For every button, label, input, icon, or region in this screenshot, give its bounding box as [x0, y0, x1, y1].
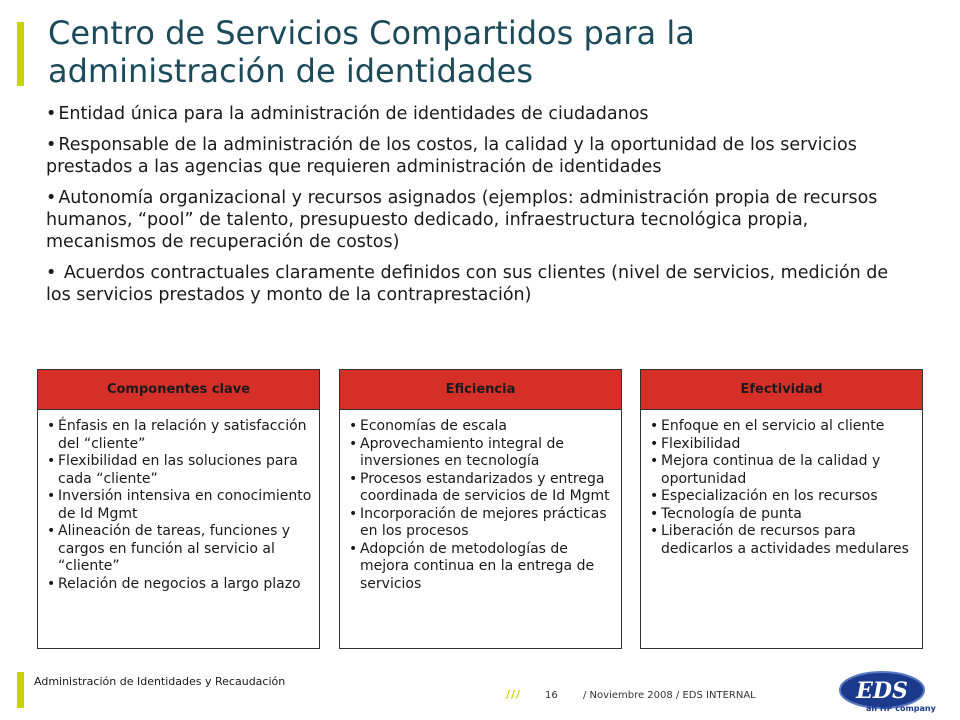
list-item: • Procesos estandarizados y entrega coordinada de servicios de Id Mgmt — [360, 471, 615, 506]
list-item: • Especialización en los recursos — [661, 488, 916, 506]
main-bullet-list — [46, 103, 906, 315]
column-efectividad — [640, 369, 923, 649]
column-list — [340, 410, 621, 593]
column-componentes-clave — [37, 369, 320, 649]
list-item: • Flexibilidad en las soluciones para cada “cliente” — [58, 453, 313, 488]
list-item: • Adopción de metodologías de mejora continua en la entrega de servicios — [360, 541, 615, 594]
list-item: • Enfoque en el servicio al cliente — [661, 418, 916, 436]
column-header: Eficiencia — [340, 370, 621, 410]
footer-date-classification: / Noviembre 2008 / EDS INTERNAL — [583, 690, 756, 701]
footer-slashes: /// — [506, 688, 522, 701]
bullet-item: • Entidad única para la administración de identidades de ciudadanos — [46, 103, 906, 125]
list-item: • Relación de negocios a largo plazo — [58, 576, 313, 594]
bullet-item: • Autonomía organizacional y recursos asignados (ejemplos: administración propia de recursos humanos, “pool” de talento, presupuesto dedicado, infraestructura tecnológica propia, mecanismos de recuperación de costos) — [46, 187, 906, 253]
logo-wordmark: EDS — [856, 678, 908, 704]
footer-title: Administración de Identidades y Recaudación — [34, 675, 286, 688]
column-header: Efectividad — [641, 370, 922, 410]
bullet-item: • Responsable de la administración de los costos, la calidad y la oportunidad de los servicios prestados a las agencias que requieren administración de identidades — [46, 134, 906, 178]
list-item: • Liberación de recursos para dedicarlos a actividades medulares — [661, 523, 916, 558]
list-item: • Tecnología de punta — [661, 506, 916, 524]
column-eficiencia — [339, 369, 622, 649]
list-item: • Flexibilidad — [661, 436, 916, 454]
footer-accent-bar — [17, 672, 24, 708]
list-item: • Aprovechamiento integral de inversiones en tecnología — [360, 436, 615, 471]
list-item: • Mejora continua de la calidad y oportunidad — [661, 453, 916, 488]
page-number: 16 — [545, 690, 558, 701]
list-item: • Alineación de tareas, funciones y cargos en función al servicio al “cliente” — [58, 523, 313, 576]
column-list — [38, 410, 319, 593]
list-item: • Énfasis en la relación y satisfacción del “cliente” — [58, 418, 313, 453]
page-title: Centro de Servicios Compartidos para la administración de identidades — [48, 14, 695, 90]
logo-subtitle: an HP company — [866, 704, 936, 713]
column-list — [641, 410, 922, 558]
title-accent-bar — [17, 22, 24, 86]
bullet-item: • Acuerdos contractuales claramente definidos con sus clientes (nivel de servicios, medición de los servicios prestados y monto de la contraprestación) — [46, 262, 906, 306]
column-header: Componentes clave — [38, 370, 319, 410]
list-item: • Economías de escala — [360, 418, 615, 436]
list-item: • Inversión intensiva en conocimiento de Id Mgmt — [58, 488, 313, 523]
list-item: • Incorporación de mejores prácticas en los procesos — [360, 506, 615, 541]
